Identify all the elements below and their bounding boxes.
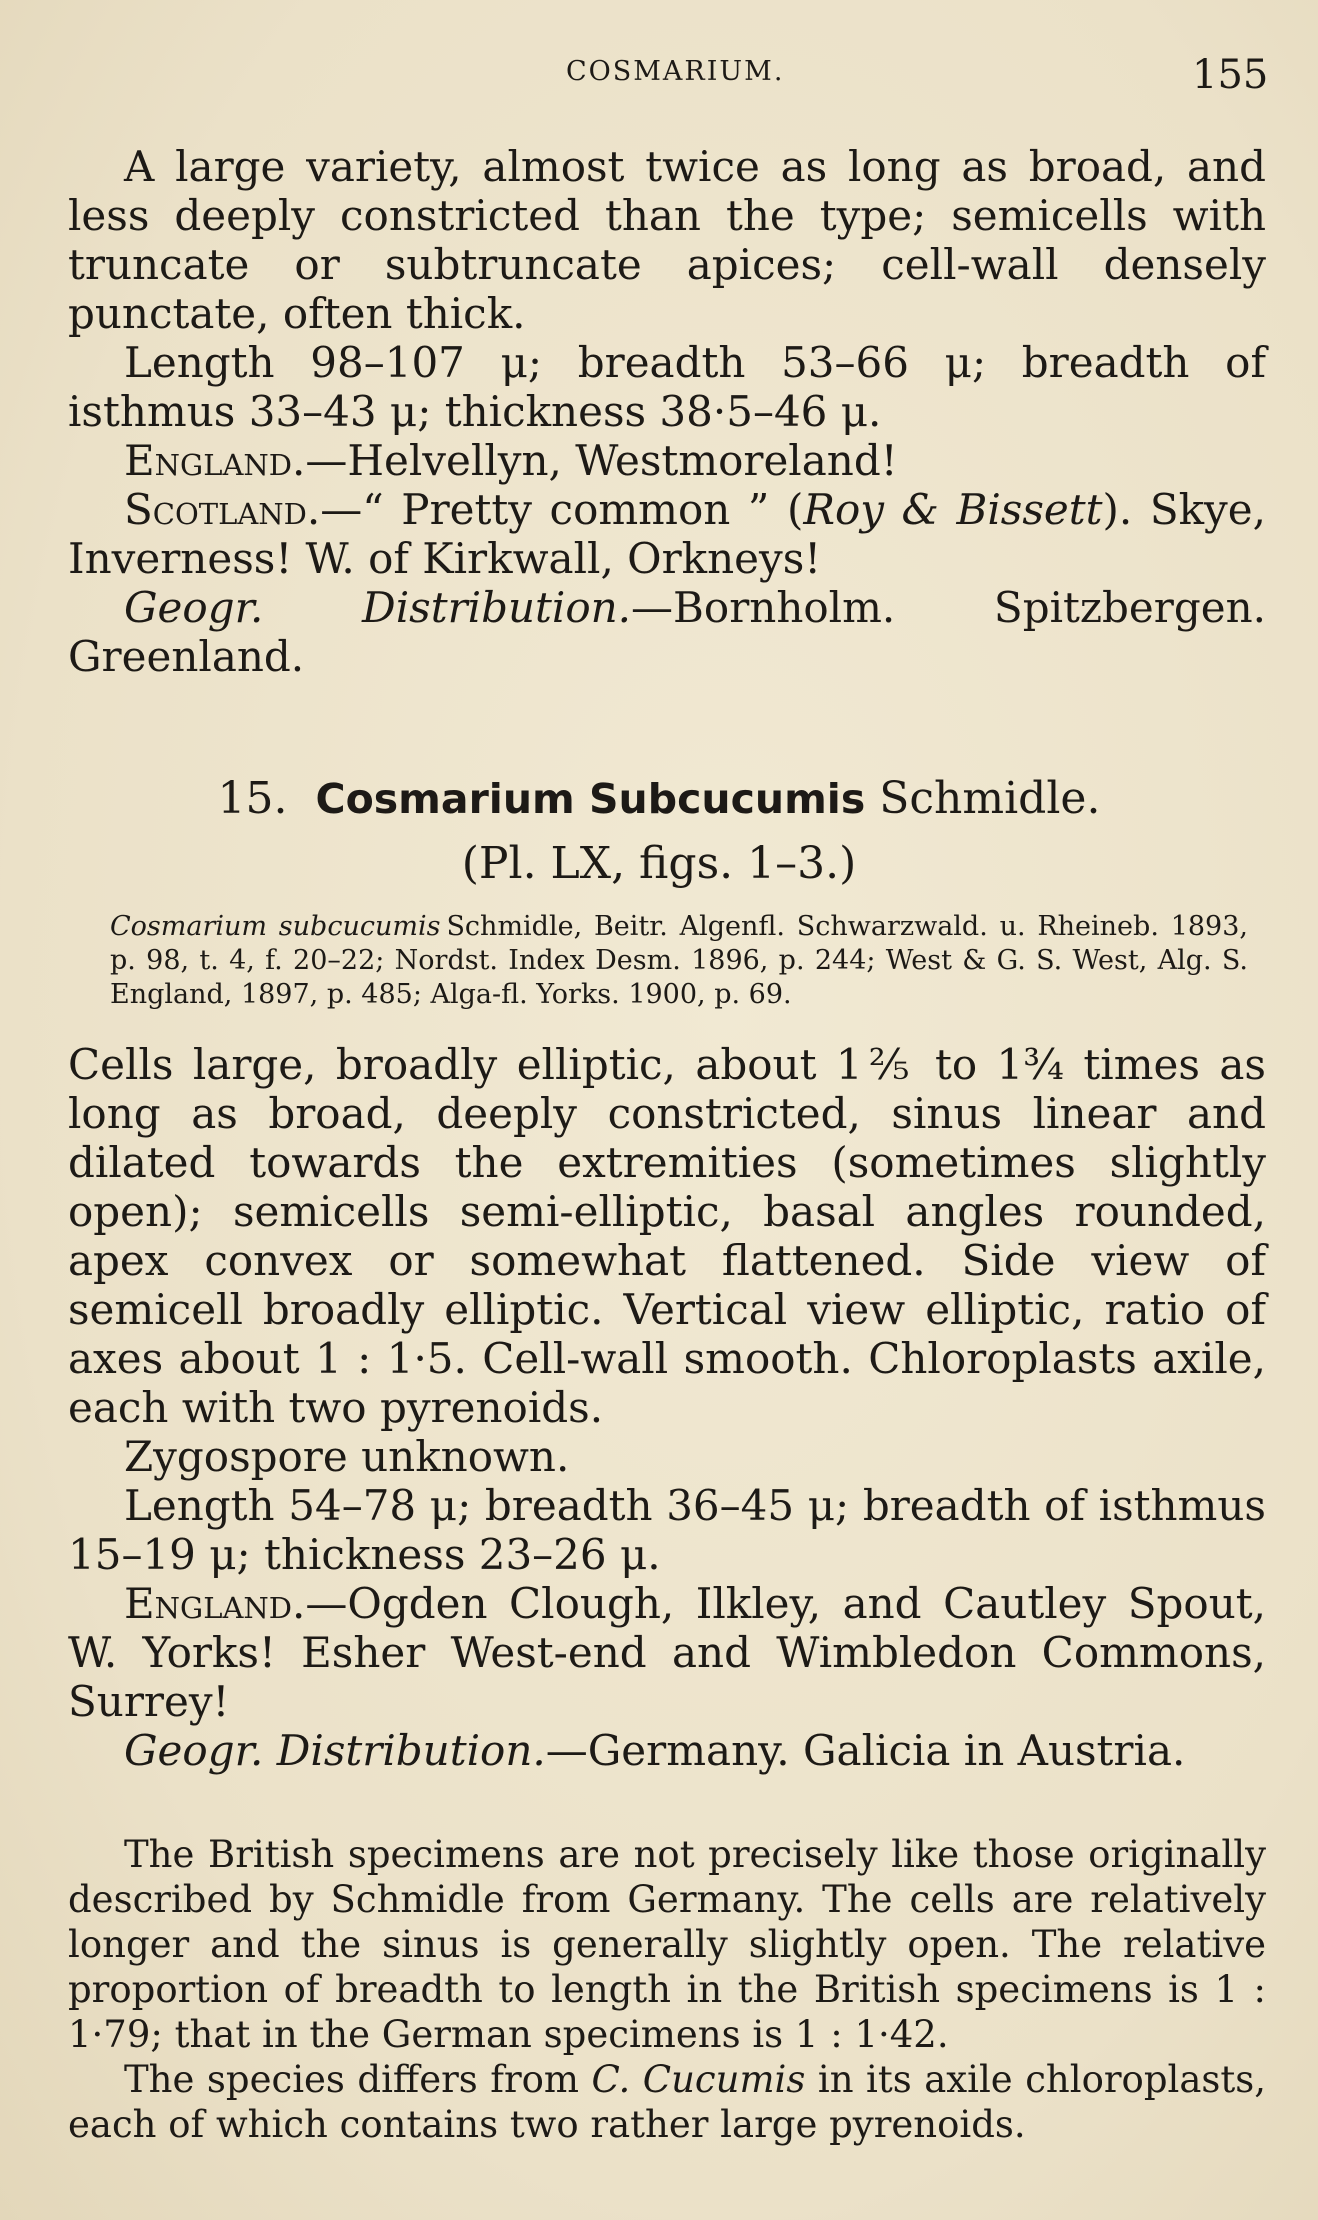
synonymy-name: Cosmarium subcucumis — [110, 911, 441, 942]
note-comparison — [68, 2057, 1266, 2147]
distribution-label: Geogr. Distribution. — [124, 583, 632, 632]
zygospore-note: Zygospore unknown. — [124, 1432, 570, 1481]
species-heading — [0, 772, 1318, 826]
species-measurements: Length 54–78 μ; breadth 36–45 μ; breadth of isthmus 15–19 μ; thickness 23–26 μ. — [68, 1481, 1266, 1579]
notes-section — [68, 1832, 1266, 2147]
running-title: COSMARIUM. — [566, 56, 785, 87]
scotland-label: Scotland. — [124, 485, 321, 534]
variety-section — [68, 142, 1266, 681]
scotland-authors: Roy & Bissett — [803, 485, 1103, 534]
note-comparison-start: The species differs from — [124, 2058, 592, 2101]
distribution-text: —Germany. Galicia in Austria. — [545, 1726, 1186, 1775]
distribution-text: —Bornholm. Spitzbergen. Greenland. — [68, 583, 1266, 681]
plate-reference: (Pl. LX, figs. 1–3.) — [461, 838, 857, 889]
species-section — [68, 1040, 1266, 1775]
page-number: 155 — [1192, 52, 1269, 98]
note-british-specimens: The British specimens are not precisely like those originally described by Schmidle from Germany. The cells are relatively longer and the sinus is generally slightly open. The relative proportion of breadth to length in the British specimens is 1 : 1·79; that in the German specimens is 1 : 1·42. — [68, 1833, 1266, 2056]
synonymy — [110, 910, 1248, 1012]
species-england-record — [68, 1579, 1266, 1726]
species-distribution — [68, 1726, 1266, 1775]
england-label: England. — [124, 436, 306, 485]
distribution-label: Geogr. Distribution. — [124, 1726, 546, 1775]
note-taxon: C. Cucumis — [591, 2058, 806, 2101]
species-description: Cells large, broadly elliptic, about 1⅖ to 1¾ times as long as broad, deeply constricted, sinus linear and dilated towards the extremities (sometimes slightly open); semicells semi-elliptic, basal angles rounded, apex convex or somewhat flattened. Side view of semicell broadly elliptic. Vertical view elliptic, ratio of axes about 1 : 1·5. Cell-wall smooth. Chloroplasts axile, each with two pyrenoids. — [68, 1040, 1266, 1432]
scotland-text-start: —“ Pretty common ” ( — [320, 485, 804, 534]
england-localities: —Ogden Clough, Ilkley, and Cautley Spout, W. Yorks! Esher West-end and Wimbledon Commons, Surrey! — [68, 1579, 1266, 1726]
species-name: Cosmarium Subcucumis — [315, 775, 866, 823]
scotland-text-end: ). Skye, Inverness! W. of Kirkwall, Orkneys! — [68, 485, 1266, 583]
variety-england-record — [68, 436, 1266, 485]
synonymy-citations: Schmidle, Beitr. Algenfl. Schwarzwald. u. Rheineb. 1893, p. 98, t. 4, f. 20–22; Nordst. Index Desm. 1896, p. 244; West & G. S. West, Alg. S. England, 1897, p. 485; Alga-fl. Yorks. 1900, p. 69. — [110, 911, 1248, 1010]
england-localities: —Helvellyn, Westmoreland! — [305, 436, 898, 485]
species-number: 15. — [217, 773, 288, 824]
variety-distribution — [68, 583, 1266, 681]
page-header — [0, 52, 1318, 106]
note-comparison-end: in its axile chloroplasts, each of which contains two rather large pyrenoids. — [68, 2058, 1266, 2146]
variety-measurements: Length 98–107 μ; breadth 53–66 μ; breadth of isthmus 33–43 μ; thickness 38·5–46 μ. — [68, 338, 1266, 436]
variety-description: A large variety, almost twice as long as broad, and less deeply constricted than the type; semicells with truncate or subtruncate apices; cell-wall densely punctate, often thick. — [68, 142, 1266, 338]
england-label: England. — [124, 1579, 306, 1628]
variety-scotland-record — [68, 485, 1266, 583]
species-author: Schmidle. — [879, 773, 1101, 824]
